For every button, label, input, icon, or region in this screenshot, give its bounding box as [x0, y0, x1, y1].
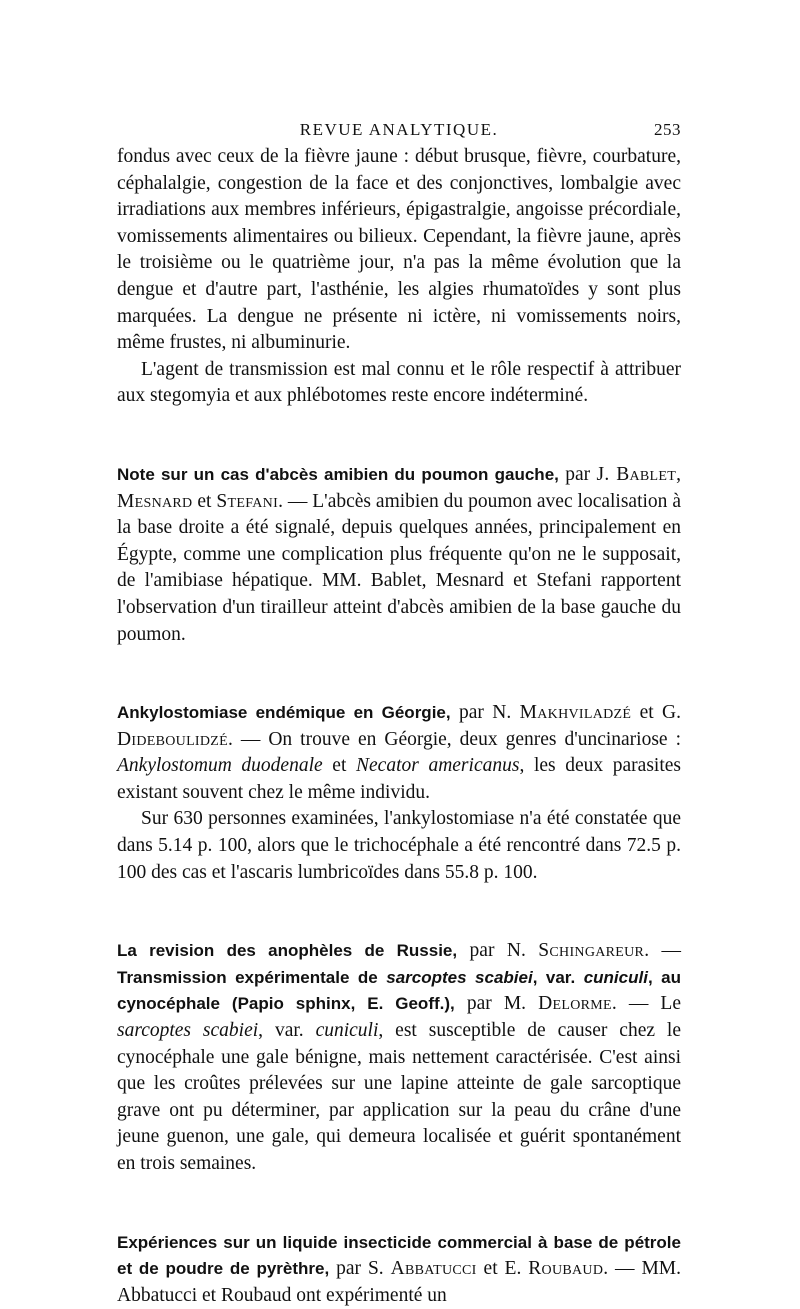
article-text: [117, 938, 681, 1177]
article-body: . — On trouve en Géorgie, deux genres d'uncinariose :: [228, 728, 681, 750]
species-name: sarcoptes scabiei: [386, 967, 533, 987]
running-title: REVUE ANALYTIQUE.: [299, 120, 499, 139]
author-name: Mesnard: [117, 490, 193, 512]
author-name: Makhviladzé: [519, 702, 632, 724]
species-name: cuniculi: [583, 967, 648, 987]
article-anopheles-sarcoptes: [117, 938, 681, 1177]
article-text: [117, 462, 681, 648]
article-body: . — L'abcès amibien du poumon avec localisation à la base droite a été signalé, depuis quelques années, principalement en Égypte, comme une complication plus fréquente qu'on ne le supposait, de l'amibiase hépatique. MM. Bablet, Mesnard et Stefani rapportent l'observation d'un tirailleur atteint d'abcès amibien de la base gauche du poumon.: [117, 490, 681, 645]
separator: ,: [676, 463, 681, 485]
continued-article: [117, 144, 681, 410]
author-name: Roubaud: [528, 1258, 604, 1280]
author-name: Delorme: [538, 993, 612, 1015]
article-text: [117, 1230, 681, 1309]
article-heading: , au cynocéphale (Papio sphinx, E. Geoff.),: [117, 967, 681, 1014]
page: [117, 114, 681, 1309]
author-name: Dideboulidzé: [117, 728, 228, 750]
byline: par N.: [450, 702, 520, 724]
paragraph: L'agent de transmission est mal connu et le rôle respectif à attribuer aux stegomyia et aux phlébotomes reste encore indéterminé.: [117, 358, 681, 407]
species-name: Necator americanus: [356, 755, 520, 777]
conjunction: et: [192, 490, 217, 512]
author-name: Schingareur: [538, 940, 645, 962]
article-insecticide: [117, 1230, 681, 1309]
article-body: , est susceptible de causer chez le cynocéphale une gale bénigne, mais nettement caractérisée. C'est ainsi que les croûtes prélevées sur une lapine atteinte de gale sarcoptique grave ont pu déterminer, par application sur la peau du crâne d'une jeune guenon, une gale, qui demeura localisée et guérit spontanément en trois semaines.: [117, 1020, 681, 1174]
species-name: cuniculi: [315, 1020, 379, 1042]
byline: par M.: [454, 993, 539, 1015]
paragraph: fondus avec ceux de la fièvre jaune : début brusque, fièvre, courbature, céphalalgie, congestion de la face et des conjonctives, lombalgie avec irradiations aux membres inférieurs, épigastralgie, angoisse précordiale, vomissements alimentaires ou bilieux. Cependant, la fièvre jaune, après le troisième ou le quatrième jour, n'a pas la même évolution que la dengue et d'autre part, l'asthénie, les algies rhumatoïdes y sont plus marquées. La dengue ne présente ni ictère, ni vomissements noirs, même frustes, ni albuminurie.: [117, 146, 681, 354]
article-ankylostomiasis: [117, 700, 681, 886]
article-text: [117, 700, 681, 806]
author-name: Abbatucci: [390, 1258, 477, 1280]
article-amoebic-abscess: [117, 462, 681, 648]
author-name: Stefani: [216, 490, 279, 512]
page-number: 253: [654, 120, 681, 139]
species-name: sarcoptes scabiei: [117, 1020, 259, 1042]
byline: par N.: [457, 940, 539, 962]
article-body: , les deux parasites existant souvent chez le même individu.: [117, 755, 681, 803]
article-heading: , var.: [532, 967, 584, 987]
conjunction: et: [322, 755, 356, 777]
running-head: [117, 114, 681, 144]
conjunction: et G.: [631, 702, 682, 724]
article-body: , var.: [258, 1020, 316, 1042]
article-heading: Note sur un cas d'abcès amibien du poumon gauche,: [117, 464, 559, 484]
separator: . —: [644, 940, 682, 962]
article-heading: Expériences sur un liquide insecticide commercial à base de pétrole et de poudre de pyrèthre,: [117, 1232, 681, 1279]
author-name: J. Bablet: [596, 463, 677, 485]
article-heading: Ankylostomiase endémique en Géorgie,: [117, 703, 451, 723]
species-name: Ankylostomum duodenale: [117, 755, 323, 777]
paragraph: Sur 630 personnes examinées, l'ankylostomiase n'a été constatée que dans 5.14 p. 100, alors que le trichocéphale a été rencontré dans 72.5 p. 100 des cas et l'ascaris lumbricoïdes dans 55.8 p. 100.: [117, 808, 681, 883]
article-heading: La revision des anophèles de Russie,: [117, 941, 458, 961]
conjunction: et E.: [476, 1258, 529, 1280]
article-body: . — MM. Abbatucci et Roubaud ont expérimenté un: [117, 1258, 681, 1306]
byline: par: [558, 463, 597, 485]
article-heading: Transmission expérimentale de: [117, 967, 387, 987]
article-body: . — Le: [611, 993, 681, 1015]
byline: par S.: [329, 1258, 391, 1280]
